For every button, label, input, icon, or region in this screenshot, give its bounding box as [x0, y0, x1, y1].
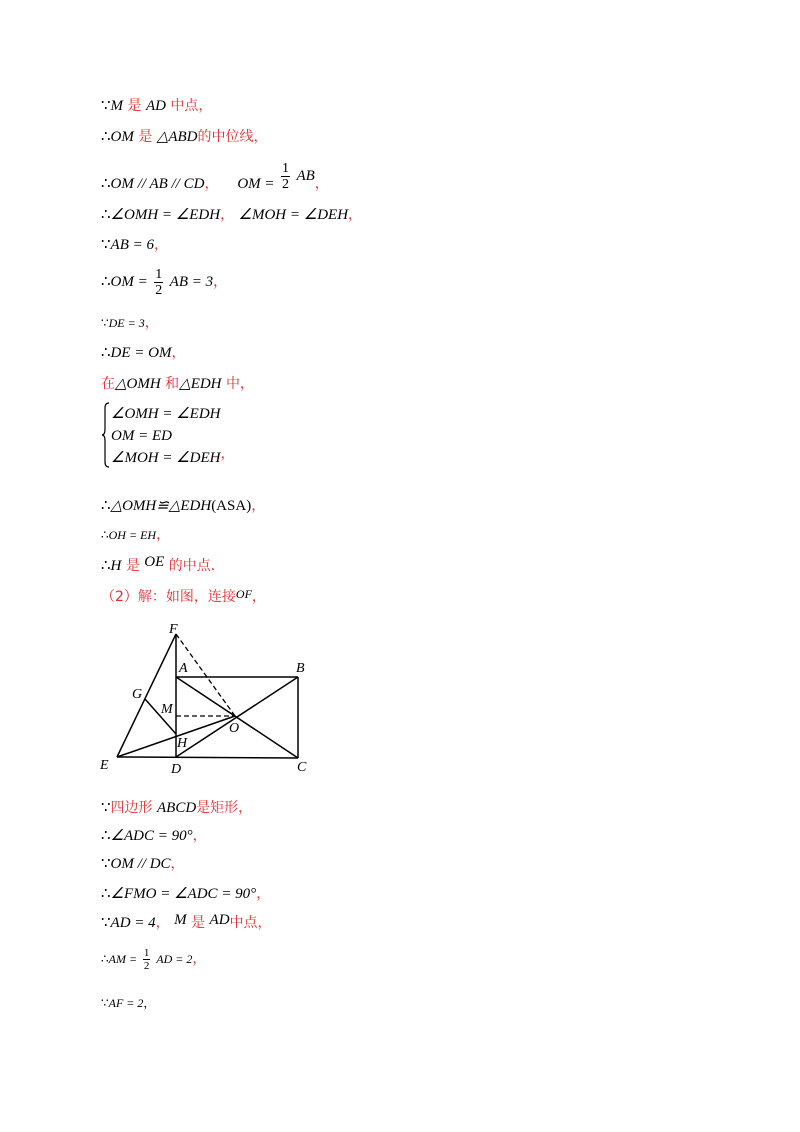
therefore-symbol: ∴ — [101, 274, 111, 290]
because-symbol: ∵ — [101, 996, 109, 1010]
left-brace-icon — [101, 402, 111, 468]
because-symbol: ∵ — [101, 800, 111, 816]
math-expr: OM = — [110, 274, 148, 290]
step-9 — [101, 374, 254, 394]
text-cn: 是 — [127, 98, 142, 114]
because-symbol: ∵ — [101, 98, 111, 114]
step-af — [101, 993, 155, 1013]
step-am — [101, 943, 206, 975]
text-cn: ， — [154, 237, 168, 253]
segment-ef — [117, 634, 176, 757]
math-expr: △OMH≌△EDH — [110, 498, 212, 514]
math-expr: OM — [110, 129, 134, 145]
step-ad — [101, 913, 272, 933]
because-symbol: ∵ — [101, 915, 111, 931]
label-a: A — [179, 661, 188, 676]
fraction: $\frac{1}{2}$ — [155, 266, 163, 298]
step-rect — [101, 798, 252, 818]
label-b: B — [296, 661, 305, 676]
label-c: C — [297, 760, 307, 775]
text-cn: ， — [171, 345, 186, 361]
because-symbol: ∵ — [101, 237, 111, 253]
geometry-figure — [95, 620, 335, 780]
fraction: $\frac{1}{2}$ — [143, 947, 150, 972]
math-expr: AB = 3 — [169, 274, 214, 290]
math-expr: OM // AB // CD — [110, 176, 205, 192]
text-cn: ， — [156, 527, 171, 543]
step-congruent — [101, 496, 265, 516]
math-expr: AD = 4 — [110, 915, 156, 931]
label-h: H — [177, 736, 188, 751]
fraction: $\frac{1}{2}$ — [282, 160, 289, 192]
math-expr: AD = 2 — [156, 952, 193, 966]
math-expr: AD — [209, 912, 230, 928]
text-cn: ， — [256, 886, 271, 902]
text-cn: ， — [192, 828, 207, 844]
step-3 — [101, 160, 329, 202]
text-cn: 和 — [165, 376, 180, 392]
therefore-symbol: ∴ — [101, 498, 111, 514]
step-midpoint — [101, 556, 225, 576]
label-g: G — [132, 687, 143, 702]
math-expr: (ASA) — [211, 498, 252, 514]
math-expr: DE = 3 — [108, 316, 145, 330]
therefore-symbol: ∴ — [101, 558, 111, 574]
text-cn: ， — [314, 176, 329, 192]
therefore-symbol: ∴ — [101, 886, 111, 902]
therefore-symbol: ∴ — [101, 528, 109, 542]
text-cn: 是矩形， — [196, 800, 253, 816]
label-e: E — [100, 758, 109, 773]
text-cn: ， — [204, 176, 219, 192]
text-cn: ， — [220, 207, 235, 223]
text-cn: ， — [251, 589, 266, 605]
math-expr: △EDH — [179, 376, 222, 392]
step-om-dc — [101, 854, 185, 874]
math-expr: AD — [145, 98, 166, 114]
step-fmo — [101, 884, 270, 904]
text-cn: ， — [251, 498, 266, 514]
therefore-symbol: ∴ — [101, 345, 111, 361]
text-cn: （2）解：如图，连接 — [101, 589, 236, 605]
therefore-symbol: ∴ — [101, 207, 111, 223]
text-cn: 四边形 — [110, 800, 153, 816]
text-cn: ， — [155, 915, 170, 931]
text-cn: 的中位线， — [197, 129, 268, 145]
label-o: O — [229, 721, 240, 736]
math-expr: DE = OM — [110, 345, 172, 361]
step-adc — [101, 826, 207, 846]
system-row: ∠OMH = ∠EDH — [111, 406, 221, 422]
therefore-symbol: ∴ — [101, 129, 111, 145]
text-cn: ， — [144, 315, 159, 331]
math-expr: ∠OMH = ∠EDH — [110, 207, 221, 223]
text-cn: 是 — [125, 558, 140, 574]
text-cn: 中点， — [170, 98, 213, 114]
therefore-symbol: ∴ — [101, 176, 111, 192]
text-cn: 中， — [225, 376, 254, 392]
text-cn: 是 — [191, 915, 206, 931]
math-expr: ∠ADC = 90° — [110, 828, 193, 844]
because-symbol: ∵ — [101, 856, 111, 872]
step-5 — [101, 235, 168, 255]
math-expr: M — [110, 98, 124, 114]
math-expr: H — [110, 558, 122, 574]
step-7 — [101, 313, 159, 333]
math-expr: OH = EH — [108, 528, 157, 542]
math-expr: AB = 6 — [110, 237, 154, 253]
text-comma: ， — [143, 996, 156, 1010]
text-cn: ， — [348, 207, 363, 223]
system-row: ∠MOH = ∠DEH， — [111, 446, 235, 466]
text-cn: ， — [170, 856, 185, 872]
math-expr: AB — [296, 168, 315, 184]
math-expr: △ABD — [156, 129, 198, 145]
part-2-heading — [101, 587, 266, 607]
math-expr: ∠FMO = ∠ADC = 90° — [110, 886, 257, 902]
math-expr: AF = 2 — [108, 996, 144, 1010]
step-1 — [101, 96, 212, 116]
step-6 — [101, 264, 227, 300]
system-row: OM = ED — [111, 428, 172, 444]
step-oh-eh — [101, 525, 170, 545]
math-expr: △OMH — [115, 376, 161, 392]
math-expr: OF — [235, 587, 252, 601]
segment-ec — [117, 757, 298, 758]
text-cn: ， — [213, 274, 228, 290]
text-cn: 是 — [138, 129, 153, 145]
step-4 — [101, 205, 362, 225]
text-cn: 的中点． — [168, 558, 225, 574]
label-m: M — [161, 702, 173, 717]
math-expr: AM = — [108, 952, 138, 966]
text-cn: 在 — [101, 376, 115, 392]
text-cn: ， — [192, 951, 207, 967]
math-expr: OE — [144, 554, 165, 570]
text-cn: 中点， — [229, 915, 272, 931]
therefore-symbol: ∴ — [101, 828, 111, 844]
math-expr: ∠MOH = ∠DEH — [238, 207, 349, 223]
label-f: F — [169, 622, 178, 637]
therefore-symbol: ∴ — [101, 952, 109, 966]
because-symbol: ∵ — [101, 316, 109, 330]
math-expr: OM // DC — [110, 856, 171, 872]
math-expr: ABCD — [157, 800, 197, 816]
step-8 — [101, 343, 186, 363]
math-expr: OM = — [237, 176, 275, 192]
math-expr: M — [174, 912, 187, 928]
label-d: D — [171, 762, 182, 777]
step-2 — [101, 127, 267, 147]
